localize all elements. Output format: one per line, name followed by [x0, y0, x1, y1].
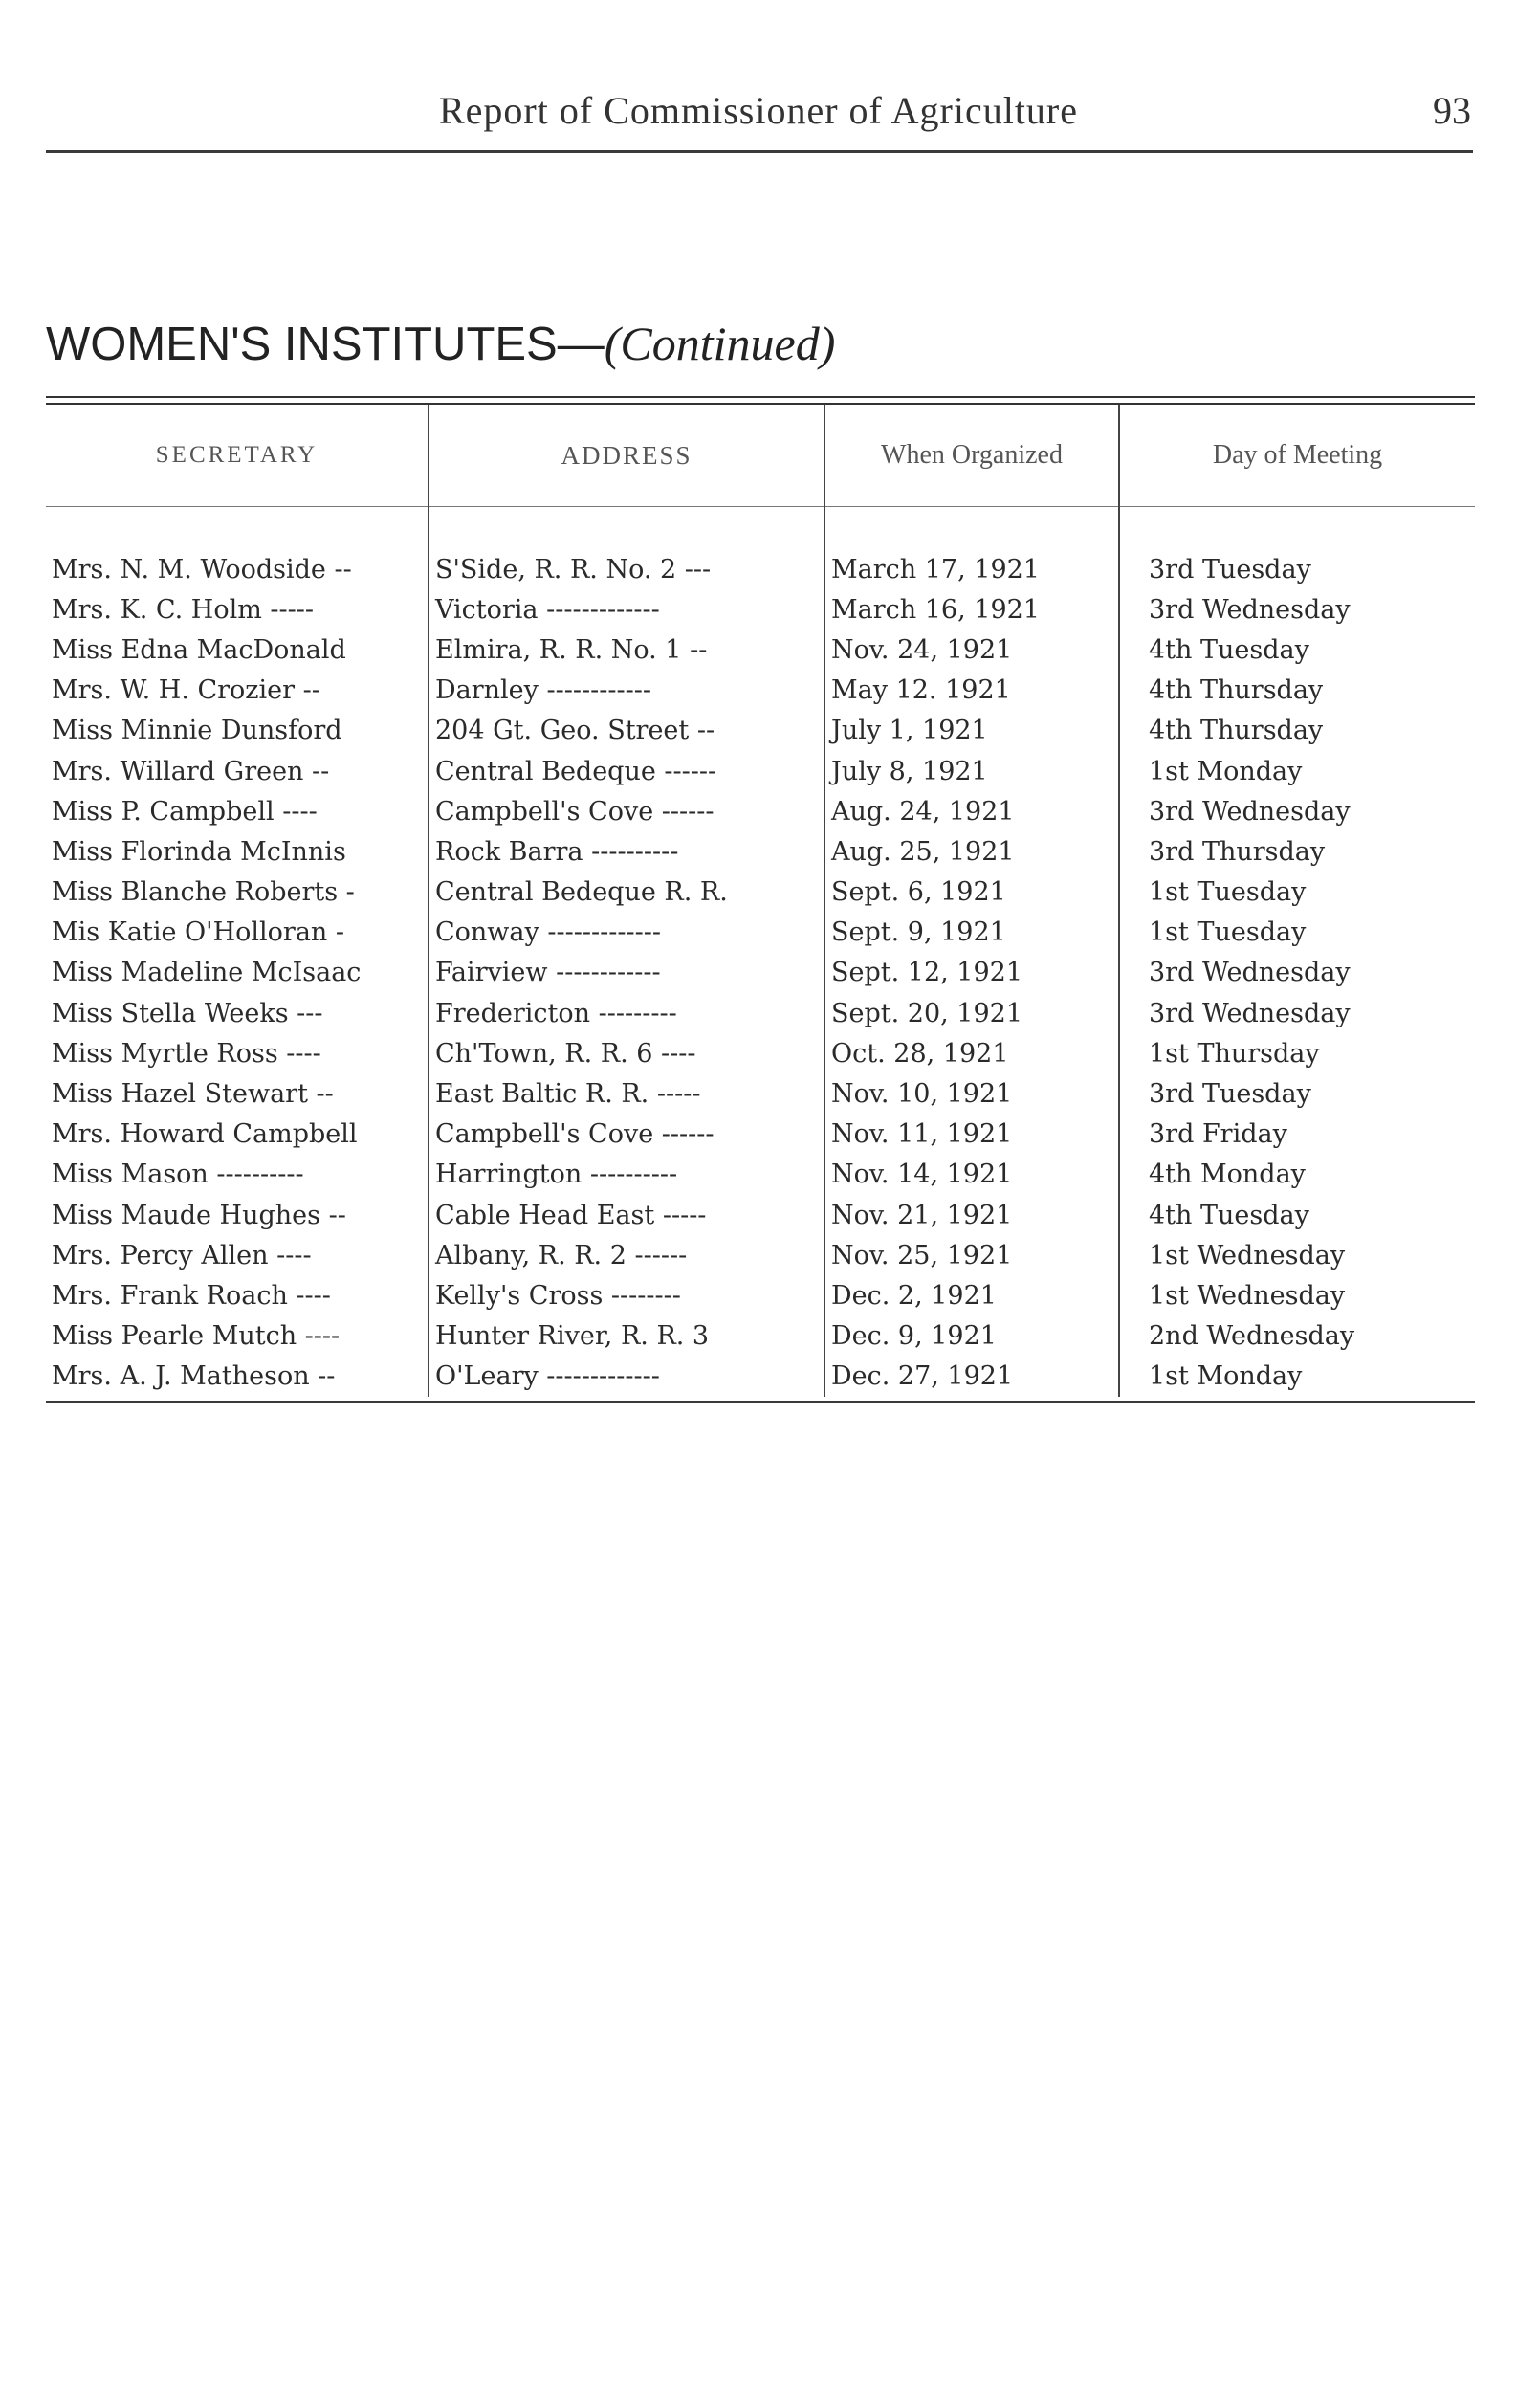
section-title-text: WOMEN'S INSTITUTES— — [46, 319, 605, 370]
address-cell: Rock Barra ---------- — [429, 831, 824, 872]
address-cell: Harrington ---------- — [429, 1155, 824, 1195]
institutes-table-wrap — [46, 396, 1475, 1403]
spacer-cell — [429, 507, 824, 550]
day-of-meeting-cell: 3rd Tuesday — [1119, 1073, 1475, 1114]
secretary-cell: Miss Hazel Stewart -- — [52, 1079, 334, 1110]
column-header-secretary: SECRETARY — [46, 405, 429, 507]
secretary-cell: Miss Blanche Roberts - — [52, 877, 355, 908]
column-header-address: ADDRESS — [429, 405, 824, 507]
table-row — [46, 1073, 1475, 1114]
day-of-meeting-cell: 1st Wednesday — [1119, 1275, 1475, 1315]
address-cell: Campbell's Cove ------ — [429, 791, 824, 831]
section-title — [46, 316, 835, 371]
day-of-meeting-cell: 3rd Friday — [1119, 1115, 1475, 1155]
table-spacer-row — [46, 507, 1475, 550]
address-cell: 204 Gt. Geo. Street -- — [429, 711, 824, 751]
table-row — [46, 1115, 1475, 1155]
running-head — [46, 88, 1471, 155]
table-row — [46, 671, 1475, 711]
table-row — [46, 711, 1475, 751]
table-row — [46, 953, 1475, 993]
day-of-meeting-cell: 4th Thursday — [1119, 671, 1475, 711]
address-cell: Albany, R. R. 2 ------ — [429, 1235, 824, 1275]
table-top-rule — [46, 396, 1475, 405]
table-header-row — [46, 405, 1475, 507]
table-body — [46, 507, 1475, 1397]
secretary-cell: Mis Katie O'Holloran - — [52, 917, 345, 948]
secretary-cell: Mrs. Frank Roach ---- — [52, 1280, 331, 1311]
page-number: 93 — [1433, 89, 1471, 132]
secretary-cell: Mrs. Howard Campbell — [52, 1119, 358, 1150]
day-of-meeting-cell: 1st Monday — [1119, 751, 1475, 791]
table-row — [46, 1357, 1475, 1397]
table-row — [46, 589, 1475, 630]
table-bottom-rule — [46, 1401, 1475, 1403]
when-organized-cell: Sept. 6, 1921 — [824, 873, 1119, 913]
address-cell: O'Leary ------------- — [429, 1357, 824, 1397]
table-row — [46, 549, 1475, 589]
column-header-day-of-meeting: Day of Meeting — [1119, 405, 1475, 507]
secretary-cell: Mrs. Percy Allen ---- — [52, 1240, 312, 1270]
institutes-table — [46, 405, 1475, 1397]
address-cell: East Baltic R. R. ----- — [429, 1073, 824, 1114]
table-row — [46, 630, 1475, 670]
spacer-cell — [46, 507, 429, 550]
when-organized-cell: Nov. 14, 1921 — [824, 1155, 1119, 1195]
when-organized-cell: March 16, 1921 — [824, 589, 1119, 630]
when-organized-cell: Dec. 2, 1921 — [824, 1275, 1119, 1315]
address-cell: Elmira, R. R. No. 1 -- — [429, 630, 824, 670]
column-header-when-organized: When Organized — [824, 405, 1119, 507]
day-of-meeting-cell: 1st Wednesday — [1119, 1235, 1475, 1275]
when-organized-cell: Nov. 25, 1921 — [824, 1235, 1119, 1275]
table-row — [46, 1195, 1475, 1235]
running-title: Report of Commissioner of Agriculture — [438, 89, 1078, 132]
secretary-cell: Miss Florinda McInnis — [52, 836, 346, 867]
address-cell: Campbell's Cove ------ — [429, 1115, 824, 1155]
when-organized-cell: Sept. 12, 1921 — [824, 953, 1119, 993]
when-organized-cell: March 17, 1921 — [824, 549, 1119, 589]
when-organized-cell: Oct. 28, 1921 — [824, 1033, 1119, 1073]
day-of-meeting-cell: 4th Monday — [1119, 1155, 1475, 1195]
table-row — [46, 993, 1475, 1033]
table-row — [46, 791, 1475, 831]
address-cell: Fairview ------------ — [429, 953, 824, 993]
secretary-cell: Miss P. Campbell ---- — [52, 796, 318, 827]
day-of-meeting-cell: 2nd Wednesday — [1119, 1316, 1475, 1357]
when-organized-cell: Nov. 10, 1921 — [824, 1073, 1119, 1114]
day-of-meeting-cell: 3rd Tuesday — [1119, 549, 1475, 589]
day-of-meeting-cell: 3rd Wednesday — [1119, 589, 1475, 630]
spacer-cell — [1119, 507, 1475, 550]
secretary-cell: Mrs. W. H. Crozier -- — [52, 675, 320, 706]
address-cell: Darnley ------------ — [429, 671, 824, 711]
header-rule — [46, 150, 1473, 153]
spacer-cell — [824, 507, 1119, 550]
when-organized-cell: July 8, 1921 — [824, 751, 1119, 791]
when-organized-cell: Nov. 21, 1921 — [824, 1195, 1119, 1235]
address-cell: S'Side, R. R. No. 2 --- — [429, 549, 824, 589]
table-row — [46, 913, 1475, 953]
when-organized-cell: Sept. 9, 1921 — [824, 913, 1119, 953]
secretary-cell: Miss Edna MacDonald — [52, 634, 346, 665]
day-of-meeting-cell: 3rd Wednesday — [1119, 953, 1475, 993]
when-organized-cell: Dec. 9, 1921 — [824, 1316, 1119, 1357]
table-row — [46, 751, 1475, 791]
table-row — [46, 1235, 1475, 1275]
address-cell: Cable Head East ----- — [429, 1195, 824, 1235]
when-organized-cell: Nov. 11, 1921 — [824, 1115, 1119, 1155]
table-row — [46, 1316, 1475, 1357]
secretary-cell: Miss Myrtle Ross ---- — [52, 1038, 321, 1069]
secretary-cell: Miss Stella Weeks --- — [52, 998, 323, 1028]
secretary-cell: Miss Minnie Dunsford — [52, 716, 342, 746]
when-organized-cell: Nov. 24, 1921 — [824, 630, 1119, 670]
address-cell: Central Bedeque ------ — [429, 751, 824, 791]
continued-label: (Continued) — [604, 317, 836, 370]
table-row — [46, 831, 1475, 872]
table-row — [46, 1275, 1475, 1315]
secretary-cell: Miss Mason ---------- — [52, 1160, 304, 1190]
secretary-cell: Miss Madeline McIsaac — [52, 958, 362, 988]
day-of-meeting-cell: 4th Thursday — [1119, 711, 1475, 751]
day-of-meeting-cell: 1st Tuesday — [1119, 913, 1475, 953]
address-cell: Fredericton --------- — [429, 993, 824, 1033]
day-of-meeting-cell: 3rd Thursday — [1119, 831, 1475, 872]
day-of-meeting-cell: 4th Tuesday — [1119, 1195, 1475, 1235]
secretary-cell: Miss Pearle Mutch ---- — [52, 1321, 341, 1352]
address-cell: Conway ------------- — [429, 913, 824, 953]
when-organized-cell: July 1, 1921 — [824, 711, 1119, 751]
day-of-meeting-cell: 1st Tuesday — [1119, 873, 1475, 913]
day-of-meeting-cell: 3rd Wednesday — [1119, 993, 1475, 1033]
secretary-cell: Mrs. Willard Green -- — [52, 756, 330, 786]
when-organized-cell: Dec. 27, 1921 — [824, 1357, 1119, 1397]
when-organized-cell: Aug. 24, 1921 — [824, 791, 1119, 831]
address-cell: Kelly's Cross -------- — [429, 1275, 824, 1315]
secretary-cell: Mrs. K. C. Holm ----- — [52, 594, 315, 625]
day-of-meeting-cell: 1st Thursday — [1119, 1033, 1475, 1073]
address-cell: Victoria ------------- — [429, 589, 824, 630]
table-row — [46, 1033, 1475, 1073]
day-of-meeting-cell: 4th Tuesday — [1119, 630, 1475, 670]
secretary-cell: Mrs. A. J. Matheson -- — [52, 1361, 336, 1392]
when-organized-cell: May 12. 1921 — [824, 671, 1119, 711]
address-cell: Ch'Town, R. R. 6 ---- — [429, 1033, 824, 1073]
day-of-meeting-cell: 1st Monday — [1119, 1357, 1475, 1397]
address-cell: Central Bedeque R. R. — [429, 873, 824, 913]
when-organized-cell: Aug. 25, 1921 — [824, 831, 1119, 872]
when-organized-cell: Sept. 20, 1921 — [824, 993, 1119, 1033]
secretary-cell: Miss Maude Hughes -- — [52, 1200, 346, 1230]
day-of-meeting-cell: 3rd Wednesday — [1119, 791, 1475, 831]
table-row — [46, 1155, 1475, 1195]
secretary-cell: Mrs. N. M. Woodside -- — [52, 554, 352, 585]
address-cell: Hunter River, R. R. 3 — [429, 1316, 824, 1357]
table-row — [46, 873, 1475, 913]
